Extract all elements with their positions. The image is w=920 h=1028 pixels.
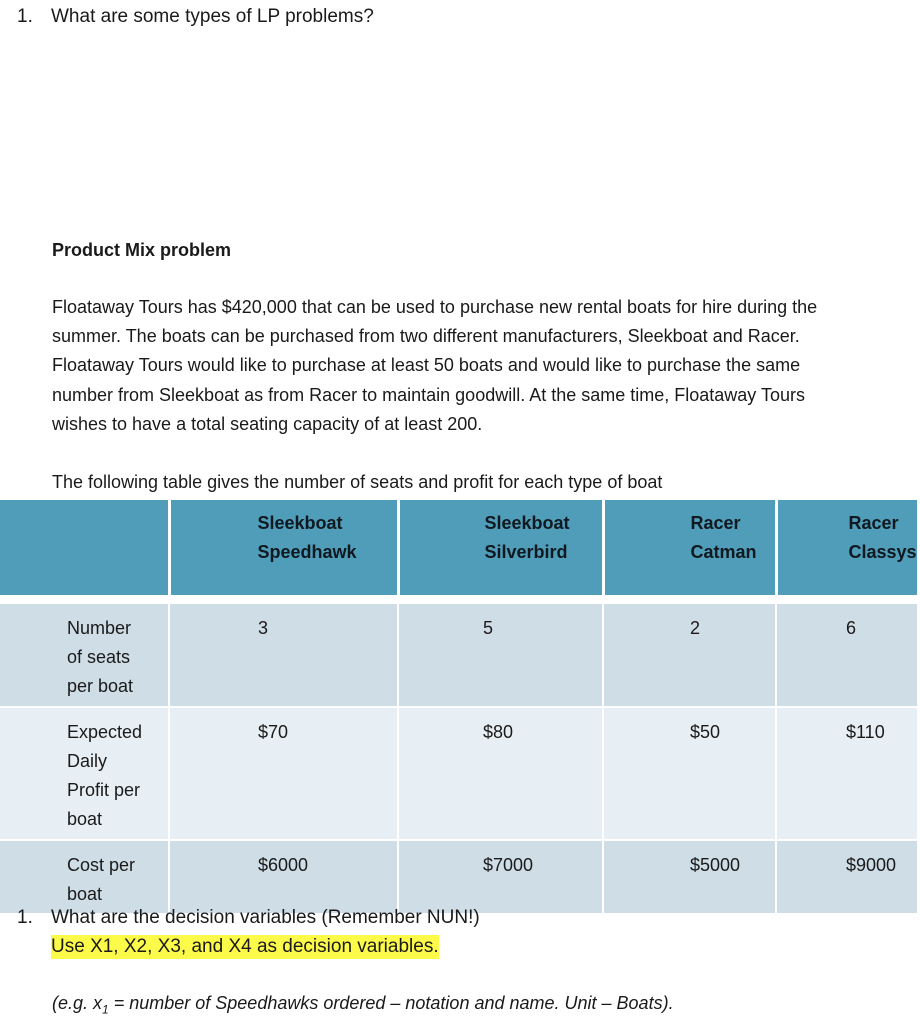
table-cell: $110 <box>776 707 917 840</box>
header-empty-cell <box>0 500 169 595</box>
row-label-line: boat <box>67 884 103 904</box>
row-label-line: of seats <box>67 647 131 667</box>
row-label-line: boat <box>67 809 103 829</box>
question-number: 1. <box>17 6 33 27</box>
row-label-line: Expected <box>67 722 143 742</box>
table-row <box>0 603 917 707</box>
highlighted-instruction-wrap <box>51 935 439 959</box>
question-number: 1. <box>17 907 33 928</box>
row-label-line: Profit per <box>67 780 141 800</box>
row-label-line: per boat <box>67 676 134 696</box>
header-cell <box>398 500 603 595</box>
row-label <box>0 603 169 707</box>
table-cell: $70 <box>169 707 398 840</box>
row-label-line: Number <box>67 618 132 638</box>
table-caption: The following table gives the number of seats and profit for each type of boat <box>52 472 663 492</box>
header-cell <box>169 500 398 595</box>
table-cell: 5 <box>398 603 603 707</box>
table-row <box>0 707 917 840</box>
header-line: Sleekboat <box>257 513 343 533</box>
table-cell: $5000 <box>603 840 776 914</box>
header-line: Racer <box>848 513 899 533</box>
highlighted-instruction: Use X1, X2, X3, and X4 as decision variables. <box>51 936 439 957</box>
note-text: (e.g. x <box>52 993 103 1013</box>
table-spacer <box>0 595 917 603</box>
header-cell <box>776 500 917 595</box>
table-cell: $9000 <box>776 840 917 914</box>
table-cell: $7000 <box>398 840 603 914</box>
header-line: Classys <box>848 542 917 562</box>
question-text: What are the decision variables (Remember NUN!) <box>51 907 480 928</box>
header-line: Speedhawk <box>257 542 357 562</box>
table-cell: $50 <box>603 707 776 840</box>
table-cell: 6 <box>776 603 917 707</box>
row-label <box>0 707 169 840</box>
row-label <box>0 840 169 914</box>
table-cell: 3 <box>169 603 398 707</box>
table-row <box>0 840 917 914</box>
paragraph-line: Floataway Tours has $420,000 that can be used to purchase new rental boats for hire during the <box>52 297 818 317</box>
row-label-line: Cost per <box>67 855 136 875</box>
note-text: = number of Speedhawks ordered – notation and name. Unit – Boats). <box>108 993 674 1013</box>
header-line: Catman <box>690 542 757 562</box>
paragraph-line: wishes to have a total seating capacity of at least 200. <box>52 413 483 434</box>
problem-paragraph <box>52 293 920 439</box>
header-line: Racer <box>690 513 741 533</box>
table-cell: $6000 <box>169 840 398 914</box>
table-header-row <box>0 500 917 595</box>
header-line: Sleekboat <box>484 513 570 533</box>
header-cell <box>603 500 776 595</box>
table-cell: $80 <box>398 707 603 840</box>
boat-table <box>0 500 917 915</box>
table-cell: 2 <box>603 603 776 707</box>
question-text: What are some types of LP problems? <box>51 6 374 27</box>
row-label-line: Daily <box>67 751 108 771</box>
problem-heading: Product Mix problem <box>52 240 232 260</box>
example-note <box>52 993 674 1017</box>
note-subscript: 1 <box>102 1002 109 1017</box>
paragraph-line: Floataway Tours would like to purchase at least 50 boats and would like to purchase the same <box>52 355 801 376</box>
paragraph-line: summer. The boats can be purchased from two different manufacturers, Sleekboat and Racer. <box>52 326 800 347</box>
question-1 <box>17 5 374 29</box>
question-2 <box>17 906 480 930</box>
header-line: Silverbird <box>484 542 568 562</box>
paragraph-line: number from Sleekboat as from Racer to maintain goodwill. At the same time, Floataway Tours <box>52 384 806 405</box>
